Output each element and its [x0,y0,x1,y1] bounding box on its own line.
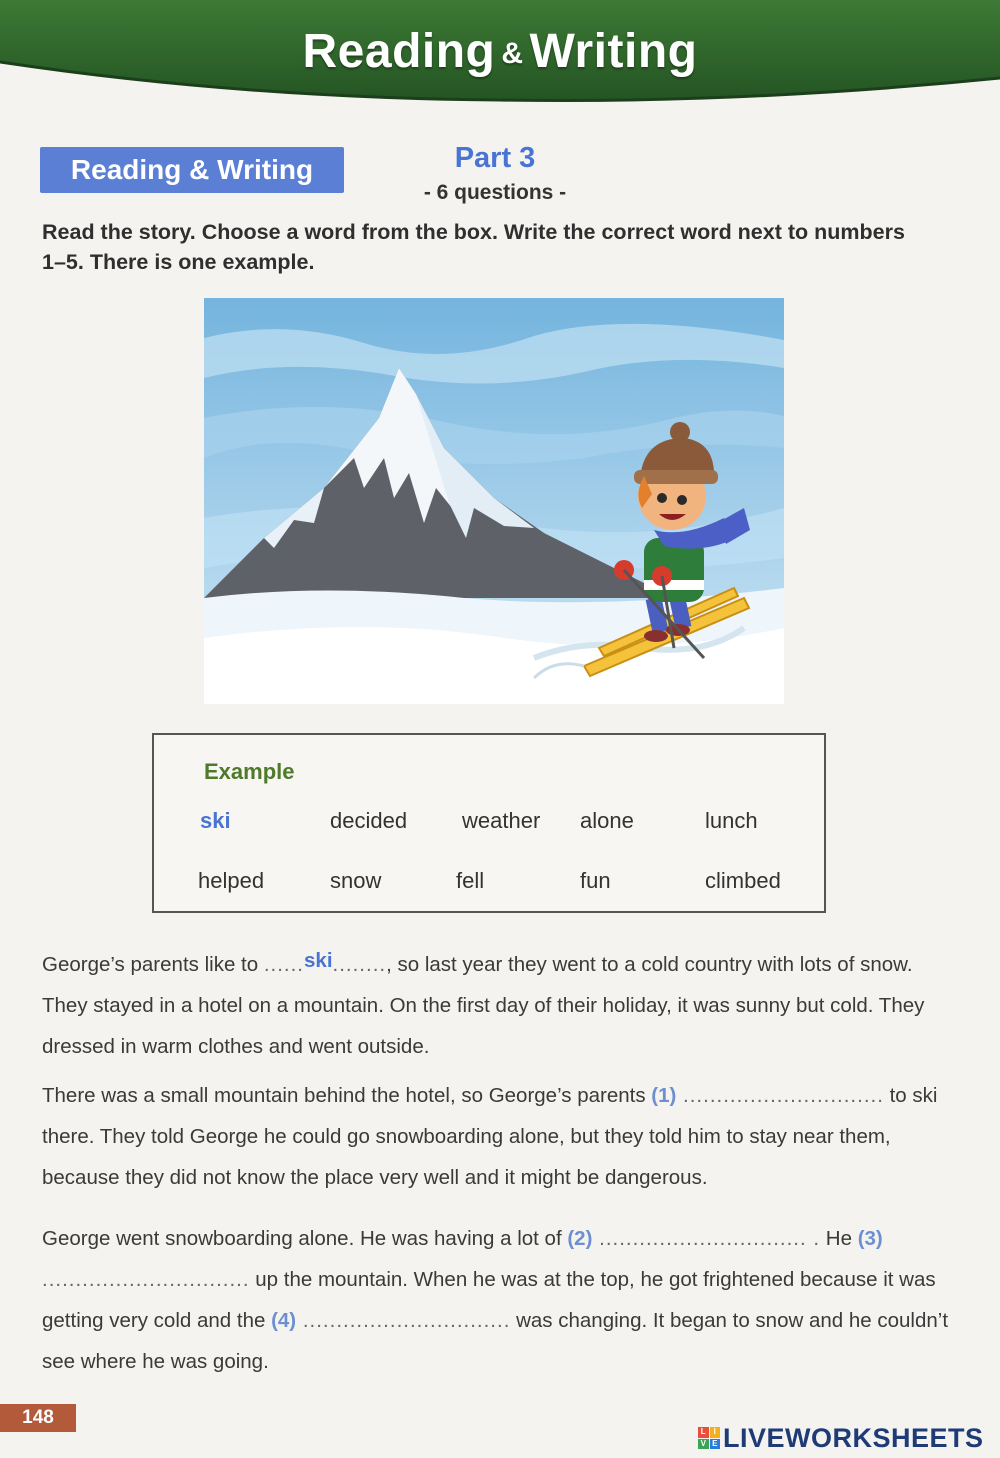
word-box-word: helped [198,868,265,893]
word-box-word: lunch [705,808,758,833]
logo-letter: V [698,1439,709,1450]
word-box-word: alone [580,808,634,833]
answer-blank-3[interactable]: ............................... [42,1268,250,1291]
story-text: up the mountain. When he was at the top, he got frightened because it was getting very cold and the [42,1268,936,1332]
word-box-word: fun [580,868,611,893]
logo-letter: E [710,1439,721,1450]
story-paragraph-2 [42,1075,952,1198]
header-banner [0,0,1000,112]
question-number-4: (4) [271,1309,297,1332]
answer-gap: ...... [263,953,305,976]
boy-skiing-mountain-illustration-icon [204,298,784,704]
story-text: He [820,1227,858,1250]
example-label: Example [204,759,295,784]
question-number-1: (1) [651,1084,677,1107]
story-text: George’s parents like to [42,953,264,976]
answer-blank-1[interactable]: .............................. [676,1084,884,1107]
story-text: , so last year they went to a cold country with lots of snow. They stayed in a hotel on a mountain. On the first day of their holiday, it was sunny but cold. They dressed in warm clothes and went outside. [42,953,925,1058]
part-subtitle: - 6 questions - [423,181,567,204]
logo-letter: I [710,1427,721,1438]
title-word-writing: Writing [529,25,698,78]
word-box-word: snow [330,868,382,893]
story-text: was changing. It began to snow and he couldn’t see where he was going. [42,1309,949,1373]
word-box [152,733,826,913]
word-box-example-word: ski [200,808,231,833]
liveworksheets-brand[interactable] [698,1420,984,1456]
logo-letter: L [698,1427,709,1438]
example-answer: ski [304,949,333,972]
page-number: 148 [0,1404,76,1432]
page-title [0,24,1000,79]
word-box-word: decided [330,808,408,833]
story-paragraph-3 [42,1218,952,1382]
brand-name: LIVEWORKSHEETS [723,1422,984,1453]
section-badge: Reading & Writing [40,147,344,193]
story-paragraph-1 [42,944,952,1067]
answer-gap: ........ [332,953,387,976]
word-box-word: climbed [705,868,781,893]
title-ampersand: & [501,37,524,71]
part-title: Part 3 [454,142,536,174]
question-number-2: (2) [567,1227,593,1250]
answer-blank-2[interactable]: ............................... . [592,1227,821,1250]
answer-blank-4[interactable]: ............................... [296,1309,511,1332]
illustration [204,298,784,704]
liveworksheets-logo-icon [698,1427,720,1449]
story-text: George went snowboarding alone. He was having a lot of [42,1227,568,1250]
question-number-3: (3) [857,1227,883,1250]
story-text: to ski there. They told George he could go snowboarding alone, but they told him to stay near them, because they did not know the place very well and it might be dangerous. [42,1084,938,1189]
title-word-reading: Reading [302,25,496,78]
word-box-word: fell [456,868,485,893]
story-text: There was a small mountain behind the hotel, so George’s parents [42,1084,652,1107]
word-box-word: weather [462,808,541,833]
instructions: Read the story. Choose a word from the box. Write the correct word next to numbers 1–5. There is one example. [42,220,905,274]
